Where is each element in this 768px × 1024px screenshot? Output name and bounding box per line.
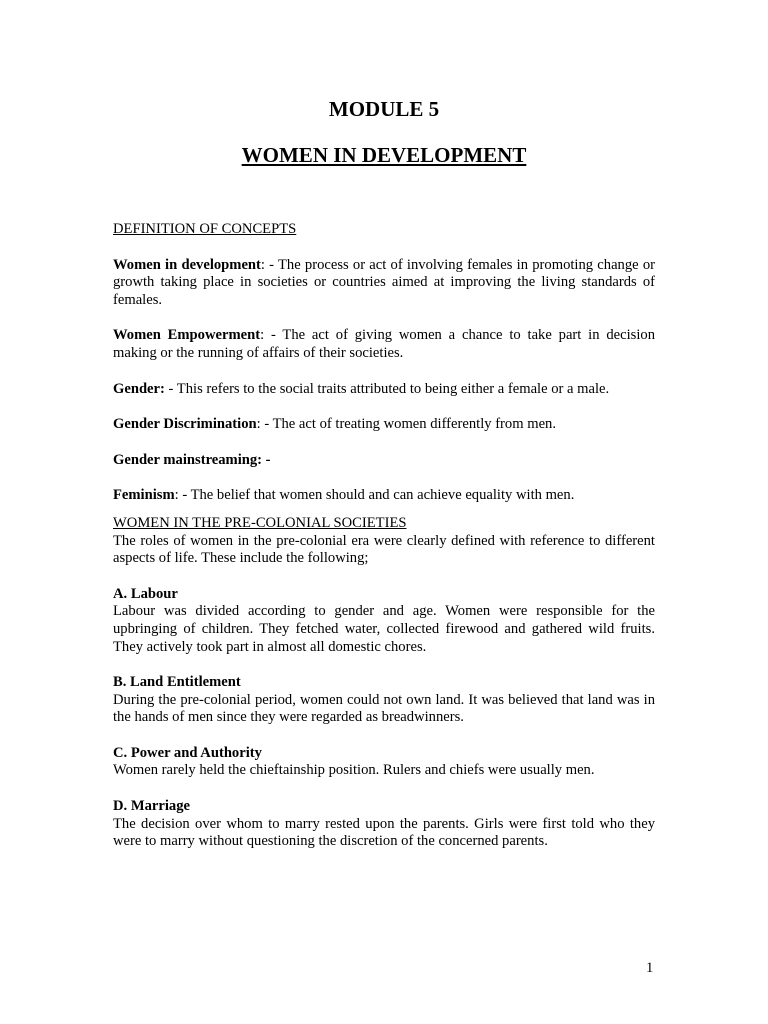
- section-text-marriage: The decision over whom to marry rested upon the parents. Girls were first told who they were to marry without questioning the discretion of the concerned parents.: [113, 815, 655, 850]
- definition-separator: : -: [174, 487, 191, 504]
- definition-item: [113, 327, 655, 362]
- definition-term: Gender:: [113, 380, 165, 397]
- document-body: [113, 221, 655, 851]
- definition-text: The process or act of involving females in promoting change or growth taking place in societies or countries aimed at improving the living standards of females.: [113, 256, 655, 308]
- definition-text: This refers to the social traits attributed to being either a female or a male.: [176, 380, 610, 397]
- precolonial-heading: WOMEN IN THE PRE-COLONIAL SOCIETIES: [113, 514, 407, 531]
- section-heading-labour: A. Labour: [113, 585, 178, 602]
- page-number: 1: [646, 960, 654, 976]
- definition-term: Women in development: [113, 256, 261, 273]
- definition-text: The act of giving women a chance to take part in decision making or the running of affairs of their societies.: [113, 327, 655, 361]
- document-title: WOMEN IN DEVELOPMENT: [241, 143, 527, 167]
- section-heading-land: B. Land Entitlement: [113, 674, 241, 691]
- definitions-heading: DEFINITION OF CONCEPTS: [113, 221, 297, 237]
- definition-separator: -: [164, 380, 177, 397]
- section-heading-marriage: D. Marriage: [113, 798, 190, 815]
- definition-item: [113, 452, 655, 470]
- definition-term: Women Empowerment: [113, 327, 261, 344]
- definition-separator: : -: [260, 327, 283, 344]
- definition-item: [113, 487, 655, 505]
- definition-term: Feminism: [113, 487, 175, 504]
- section-text-land: During the pre-colonial period, women could not own land. It was believed that land was in the hands of men since they were regarded as breadwinners.: [113, 691, 655, 726]
- precolonial-intro: The roles of women in the pre-colonial era were clearly defined with reference to different aspects of life. These include the following;: [113, 532, 655, 567]
- section-text-labour: Labour was divided according to gender and age. Women were responsible for the upbringing of children. They fetched water, collected firewood and gathered wild fruits. They actively took part in almost all domestic chores.: [113, 603, 655, 655]
- definition-item: [113, 416, 655, 434]
- section-heading-power: C. Power and Authority: [113, 744, 262, 761]
- definition-separator: : -: [260, 256, 279, 273]
- module-title: MODULE 5: [328, 97, 440, 121]
- definition-term: Gender Discrimination: [113, 416, 257, 433]
- definition-term: Gender mainstreaming: -: [113, 451, 271, 468]
- section-text-power: Women rarely held the chieftainship position. Rulers and chiefs were usually men.: [113, 762, 595, 779]
- definition-text: The belief that women should and can achieve equality with men.: [190, 487, 575, 504]
- definition-item: [113, 257, 655, 310]
- definition-item: [113, 381, 655, 399]
- definition-text: The act of treating women differently from men.: [272, 416, 556, 433]
- definition-separator: : -: [256, 416, 273, 433]
